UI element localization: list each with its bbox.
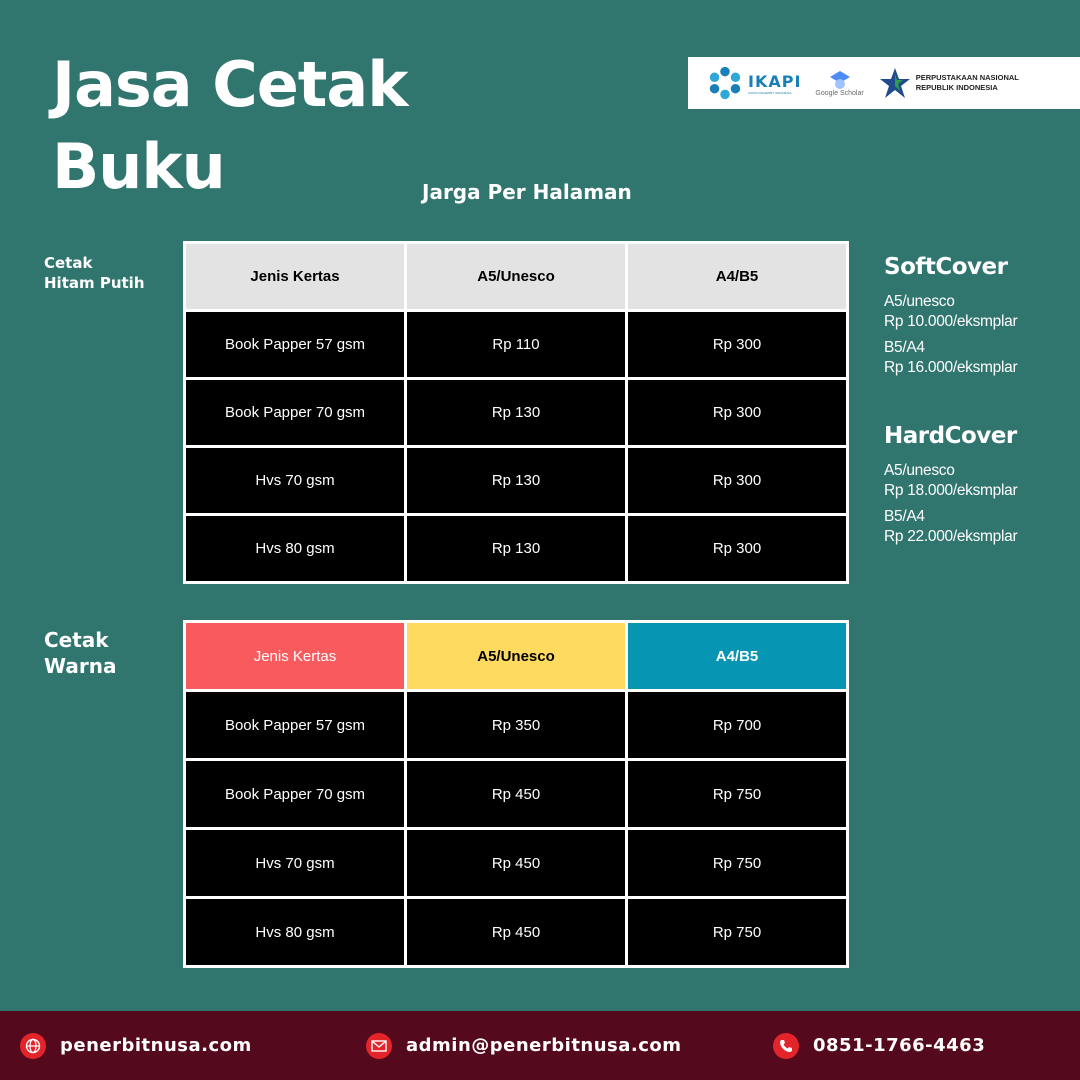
paper-type-cell: Hvs 70 gsm (185, 447, 406, 515)
star-emblem-icon (878, 66, 912, 100)
cover-size: A5/unesco (884, 293, 955, 310)
a4-price-cell: Rp 300 (627, 515, 848, 583)
softcover-title: SoftCover (884, 254, 1008, 280)
price-per-page-subtitle: Jarga Per Halaman (422, 180, 632, 204)
a5-price-cell: Rp 350 (406, 691, 627, 760)
paper-type-cell: Book Papper 57 gsm (185, 691, 406, 760)
color-label-line-1: Cetak (44, 628, 109, 652)
a5-price-cell: Rp 450 (406, 829, 627, 898)
softcover-item (884, 292, 1017, 332)
paper-type-cell: Book Papper 70 gsm (185, 379, 406, 447)
table-row (185, 311, 848, 379)
header-paper-type: Jenis Kertas (185, 243, 406, 311)
a4-price-cell: Rp 750 (627, 898, 848, 967)
header-a4: A4/B5 (627, 622, 848, 691)
pnri-logo (878, 66, 1019, 100)
ikapi-subtext: IKATAN PENERBIT INDONESIA (748, 90, 792, 95)
phone-number[interactable]: 0851-1766-4463 (813, 1035, 986, 1056)
table-row (185, 447, 848, 515)
bw-label-line-2: Hitam Putih (44, 274, 145, 292)
graduation-cap-icon (829, 70, 851, 90)
bw-price-table (183, 241, 849, 584)
table-row (185, 829, 848, 898)
bw-print-label (44, 253, 145, 293)
color-label-line-2: Warna (44, 654, 117, 678)
header-a4: A4/B5 (627, 243, 848, 311)
a5-price-cell: Rp 110 (406, 311, 627, 379)
paper-type-cell: Hvs 70 gsm (185, 829, 406, 898)
a5-price-cell: Rp 130 (406, 515, 627, 583)
title-line-1: Jasa Cetak (52, 48, 408, 121)
header-a5: A5/Unesco (406, 622, 627, 691)
website-contact[interactable] (20, 1033, 252, 1059)
a5-price-cell: Rp 130 (406, 447, 627, 515)
contact-footer (0, 1011, 1080, 1080)
cover-size: A5/unesco (884, 462, 955, 479)
a4-price-cell: Rp 300 (627, 447, 848, 515)
header-paper-type: Jenis Kertas (185, 622, 406, 691)
ikapi-flower-icon (706, 64, 744, 102)
table-row (185, 898, 848, 967)
softcover-item (884, 338, 1017, 378)
paper-type-cell: Book Papper 70 gsm (185, 760, 406, 829)
pnri-text-line-2: REPUBLIK INDONESIA (915, 83, 998, 92)
a4-price-cell: Rp 300 (627, 311, 848, 379)
globe-icon (20, 1033, 46, 1059)
ikapi-text: IKAPI (748, 71, 802, 91)
bw-label-line-1: Cetak (44, 254, 93, 272)
color-price-table (183, 620, 849, 968)
a5-price-cell: Rp 450 (406, 898, 627, 967)
color-print-label (44, 627, 116, 679)
header-a5: A5/Unesco (406, 243, 627, 311)
cover-price: Rp 18.000/eksmplar (884, 482, 1018, 499)
partner-logos (688, 57, 1080, 109)
table-row (185, 760, 848, 829)
hardcover-pricing (884, 423, 1017, 553)
a4-price-cell: Rp 750 (627, 760, 848, 829)
google-scholar-text: Google Scholar (815, 89, 864, 97)
paper-type-cell: Hvs 80 gsm (185, 898, 406, 967)
paper-type-cell: Hvs 80 gsm (185, 515, 406, 583)
hardcover-item (884, 461, 1017, 501)
table-row (185, 379, 848, 447)
title-line-2: Buku (52, 130, 225, 203)
cover-size: B5/A4 (884, 339, 925, 356)
a4-price-cell: Rp 300 (627, 379, 848, 447)
phone-contact[interactable] (773, 1033, 985, 1059)
website-link[interactable]: penerbitnusa.com (60, 1035, 252, 1056)
google-scholar-logo (815, 70, 863, 97)
cover-size: B5/A4 (884, 508, 925, 525)
cover-price: Rp 22.000/eksmplar (884, 528, 1018, 545)
table-row (185, 515, 848, 583)
a5-price-cell: Rp 130 (406, 379, 627, 447)
pnri-text-line-1: PERPUSTAKAAN NASIONAL (915, 73, 1019, 82)
email-contact[interactable] (366, 1033, 682, 1059)
a4-price-cell: Rp 700 (627, 691, 848, 760)
mail-icon (366, 1033, 392, 1059)
a5-price-cell: Rp 450 (406, 760, 627, 829)
ikapi-logo (706, 64, 801, 102)
cover-price: Rp 10.000/eksmplar (884, 313, 1018, 330)
phone-icon (773, 1033, 799, 1059)
table-header-row (185, 243, 848, 311)
paper-type-cell: Book Papper 57 gsm (185, 311, 406, 379)
softcover-pricing (884, 254, 1017, 384)
cover-price: Rp 16.000/eksmplar (884, 359, 1018, 376)
a4-price-cell: Rp 750 (627, 829, 848, 898)
hardcover-item (884, 507, 1017, 547)
email-link[interactable]: admin@penerbitnusa.com (406, 1035, 682, 1056)
table-row (185, 691, 848, 760)
hardcover-title: HardCover (884, 423, 1017, 449)
table-header-row (185, 622, 848, 691)
